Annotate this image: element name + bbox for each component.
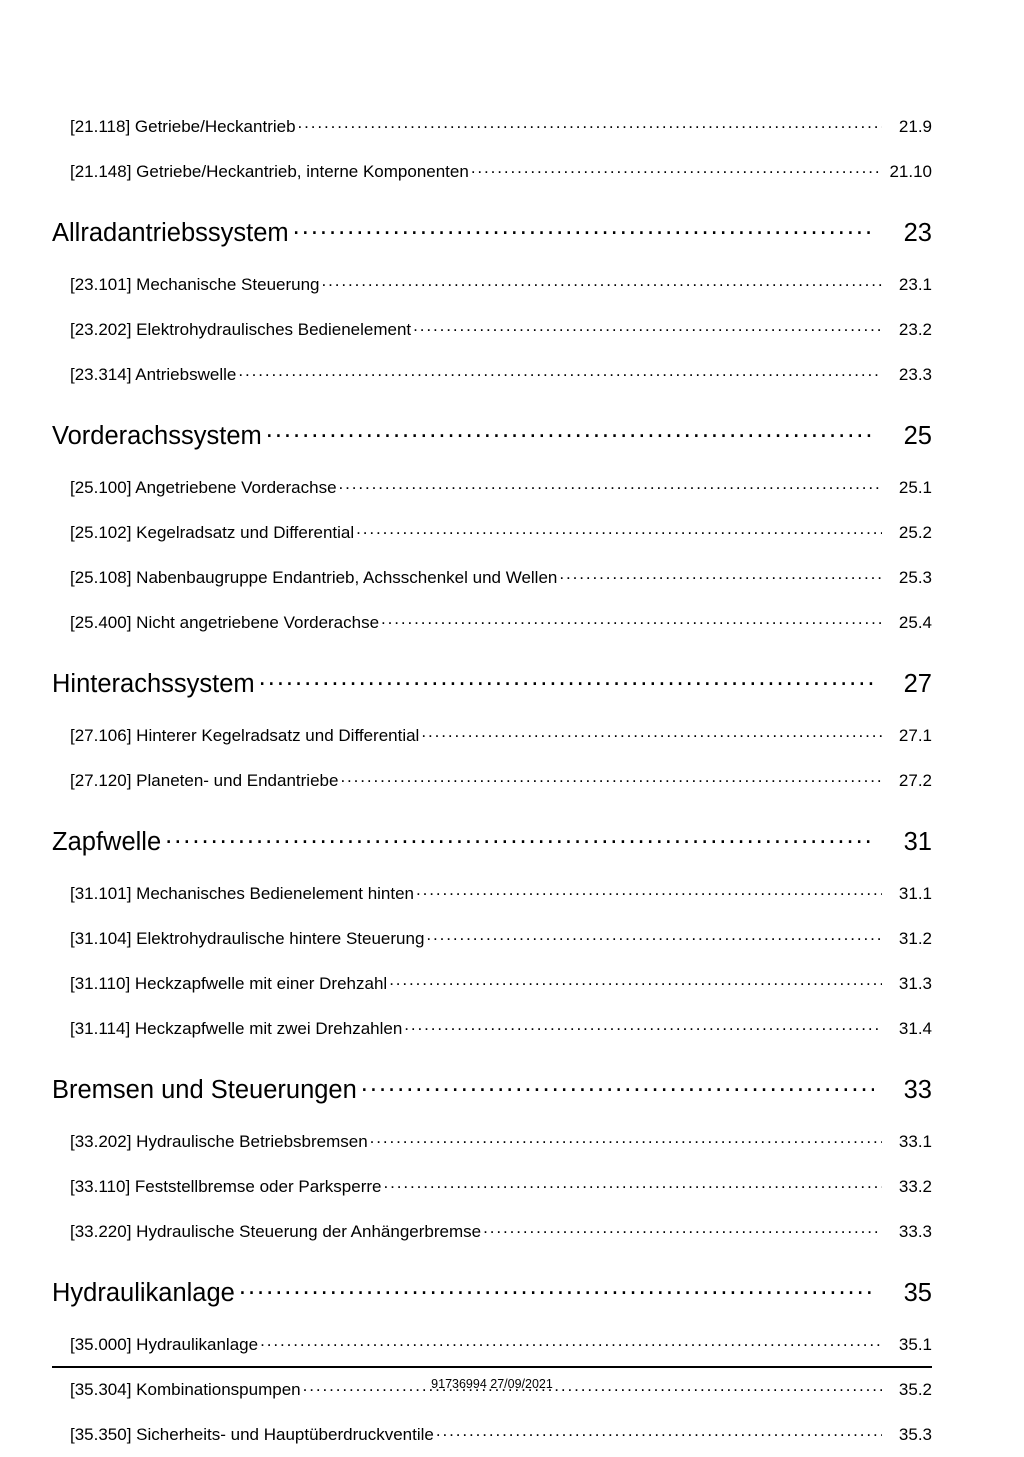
toc-entry-row[interactable] — [70, 465, 932, 510]
leader-dots — [260, 1336, 882, 1353]
leader-dots — [238, 366, 882, 383]
toc-section-row[interactable] — [52, 1075, 932, 1105]
leader-dots — [436, 1426, 882, 1443]
leader-dots — [413, 321, 882, 338]
toc-entry-page-number: 33.2 — [898, 1176, 932, 1196]
toc-entry-row[interactable] — [70, 916, 932, 961]
toc-entry-row[interactable] — [70, 262, 932, 307]
toc-section-page-number: 31 — [903, 828, 932, 856]
footer-divider — [52, 1366, 932, 1368]
footer-document-number: 91736994 27/09/2021 — [431, 1377, 553, 1391]
toc-entry-page-number: 35.2 — [898, 1379, 932, 1399]
toc-entry-row[interactable] — [70, 1164, 932, 1209]
toc-section-page-number: 25 — [903, 422, 932, 450]
leader-dots — [370, 1133, 882, 1150]
leader-dots — [416, 885, 882, 902]
toc-section-label: Allradantriebssystem — [52, 219, 289, 247]
toc-entry-label: [23.202] Elektrohydraulisches Bedienelement — [70, 319, 412, 339]
leader-dots — [404, 1020, 882, 1037]
toc-entry-page-number: 25.4 — [898, 612, 932, 632]
toc-section-page-number: 35 — [903, 1279, 932, 1307]
toc-entry-row[interactable] — [70, 1006, 932, 1051]
table-of-contents — [52, 104, 932, 1457]
toc-section-row[interactable] — [52, 421, 932, 451]
toc-entry-page-number: 25.1 — [898, 477, 932, 497]
toc-entry-label: [35.000] Hydraulikanlage — [70, 1334, 259, 1354]
toc-entry-label: [33.110] Feststellbremse oder Parksperre — [70, 1176, 382, 1196]
leader-dots — [356, 524, 882, 541]
toc-entry-label: [35.304] Kombinationspumpen — [70, 1379, 301, 1399]
toc-entry-page-number: 31.3 — [898, 973, 932, 993]
leader-dots — [322, 276, 882, 293]
toc-entry-row[interactable] — [70, 510, 932, 555]
leader-dots — [389, 975, 882, 992]
toc-entry-label: [21.118] Getriebe/Heckantrieb — [70, 116, 296, 136]
toc-entry-page-number: 35.1 — [898, 1334, 932, 1354]
toc-entry-label: [33.202] Hydraulische Betriebsbremsen — [70, 1131, 368, 1151]
toc-entry-row[interactable] — [70, 1119, 932, 1164]
toc-entry-row[interactable] — [70, 555, 932, 600]
leader-dots — [298, 118, 882, 135]
toc-entry-page-number: 35.3 — [898, 1424, 932, 1444]
leader-dots — [421, 727, 882, 744]
leader-dots — [426, 930, 882, 947]
leader-dots — [259, 670, 874, 692]
toc-entry-label: [33.220] Hydraulische Steuerung der Anhängerbremse — [70, 1221, 482, 1241]
toc-entry-row[interactable] — [70, 600, 932, 645]
toc-section-page-number: 33 — [903, 1076, 932, 1104]
toc-entry-label: [21.148] Getriebe/Heckantrieb, interne Komponenten — [70, 161, 469, 181]
toc-entry-page-number: 25.2 — [898, 522, 932, 542]
toc-section-page-number: 27 — [903, 670, 932, 698]
toc-section-label: Zapfwelle — [52, 828, 162, 856]
leader-dots — [559, 569, 882, 586]
leader-dots — [483, 1223, 882, 1240]
toc-entry-row[interactable] — [70, 149, 932, 194]
leader-dots — [293, 219, 874, 241]
toc-entry-label: [35.350] Sicherheits- und Hauptüberdruckventile — [70, 1424, 434, 1444]
toc-entry-row[interactable] — [70, 1209, 932, 1254]
leader-dots — [165, 828, 874, 850]
toc-entry-page-number: 27.2 — [898, 770, 932, 790]
toc-entry-page-number: 31.4 — [898, 1018, 932, 1038]
leader-dots — [361, 1076, 874, 1098]
toc-section-row[interactable] — [52, 218, 932, 248]
toc-entry-label: [25.108] Nabenbaugruppe Endantrieb, Achsschenkel und Wellen — [70, 567, 558, 587]
toc-entry-label: [27.120] Planeten- und Endantriebe — [70, 770, 339, 790]
toc-entry-page-number: 23.3 — [898, 364, 932, 384]
toc-section-row[interactable] — [52, 1278, 932, 1308]
toc-entry-row[interactable] — [70, 758, 932, 803]
leader-dots — [339, 479, 882, 496]
leader-dots — [340, 772, 882, 789]
toc-entry-row[interactable] — [70, 961, 932, 1006]
toc-entry-page-number: 27.1 — [898, 725, 932, 745]
leader-dots — [266, 422, 874, 444]
toc-entry-label: [31.110] Heckzapfwelle mit einer Drehzahl — [70, 973, 388, 993]
toc-section-page-number: 23 — [903, 219, 932, 247]
toc-section-label: Hinterachssystem — [52, 670, 255, 698]
toc-entry-label: [31.101] Mechanisches Bedienelement hinten — [70, 883, 415, 903]
toc-entry-row[interactable] — [70, 104, 932, 149]
toc-entry-page-number: 21.10 — [889, 161, 932, 181]
leader-dots — [239, 1279, 874, 1301]
leader-dots — [381, 614, 882, 631]
toc-entry-label: [25.100] Angetriebene Vorderachse — [70, 477, 337, 497]
toc-entry-row[interactable] — [70, 1322, 932, 1367]
toc-entry-row[interactable] — [70, 352, 932, 397]
toc-entry-page-number: 31.2 — [898, 928, 932, 948]
toc-section-label: Vorderachssystem — [52, 422, 262, 450]
toc-entry-label: [23.314] Antriebswelle — [70, 364, 237, 384]
toc-entry-row[interactable] — [70, 307, 932, 352]
toc-section-row[interactable] — [52, 669, 932, 699]
toc-entry-page-number: 31.1 — [898, 883, 932, 903]
toc-entry-page-number: 33.1 — [898, 1131, 932, 1151]
toc-section-label: Bremsen und Steuerungen — [52, 1076, 357, 1104]
toc-entry-row[interactable] — [70, 871, 932, 916]
toc-entry-row[interactable] — [70, 1412, 932, 1457]
toc-entry-label: [25.400] Nicht angetriebene Vorderachse — [70, 612, 380, 632]
leader-dots — [384, 1178, 883, 1195]
toc-section-row[interactable] — [52, 827, 932, 857]
toc-entry-page-number: 25.3 — [898, 567, 932, 587]
toc-entry-page-number: 23.2 — [898, 319, 932, 339]
toc-entry-row[interactable] — [70, 713, 932, 758]
toc-entry-label: [31.114] Heckzapfwelle mit zwei Drehzahlen — [70, 1018, 403, 1038]
toc-entry-page-number: 23.1 — [898, 274, 932, 294]
toc-entry-page-number: 21.9 — [898, 116, 932, 136]
leader-dots — [471, 163, 882, 180]
toc-entry-label: [27.106] Hinterer Kegelradsatz und Differential — [70, 725, 420, 745]
toc-entry-page-number: 33.3 — [898, 1221, 932, 1241]
toc-entry-label: [25.102] Kegelradsatz und Differential — [70, 522, 355, 542]
toc-entry-label: [23.101] Mechanische Steuerung — [70, 274, 320, 294]
toc-entry-label: [31.104] Elektrohydraulische hintere Steuerung — [70, 928, 425, 948]
page-footer — [52, 1366, 932, 1392]
toc-section-label: Hydraulikanlage — [52, 1279, 235, 1307]
